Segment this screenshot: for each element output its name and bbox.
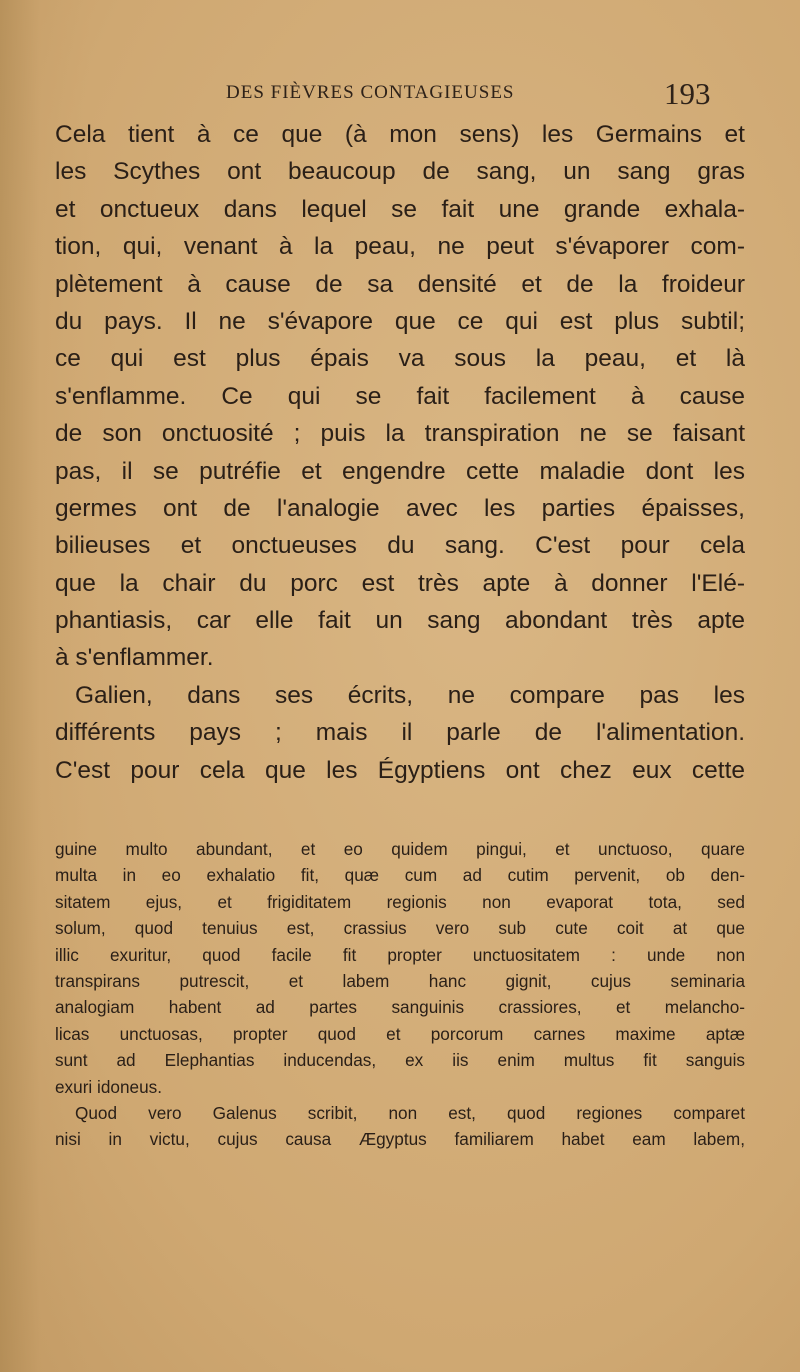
note-line: solum, quod tenuius est, crassius vero sub cute coit at que xyxy=(55,918,745,939)
main-text-line: ce qui est plus épais va sous la peau, et là xyxy=(55,345,745,373)
running-title: DES FIÈVRES CONTAGIEUSES xyxy=(226,82,515,103)
main-text-line: Cela tient à ce que (à mon sens) les Germains et xyxy=(55,121,745,148)
note-line: sunt ad Elephantias inducendas, ex iis enim multus fit sanguis xyxy=(55,1050,745,1071)
note-line: transpirans putrescit, et labem hanc gignit, cujus seminaria xyxy=(55,970,745,991)
note-line: nisi in victu, cujus causa Ægyptus familiarem habet eam labem, xyxy=(55,1129,745,1150)
note-line: multa in eo exhalatio fit, quæ cum ad cutim pervenit, ob den- xyxy=(55,865,745,886)
main-text-line: bilieuses et onctueuses du sang. C'est pour cela xyxy=(55,532,745,560)
note-line: guine multo abundant, et eo quidem pingui, et unctuoso, quare xyxy=(55,839,745,859)
latin-notes xyxy=(55,836,745,1153)
main-text-line: plètement à cause de sa densité et de la froideur xyxy=(55,270,745,298)
main-text-line: Galien, dans ses écrits, ne compare pas les xyxy=(75,681,745,709)
main-text-line: s'enflamme. Ce qui se fait facilement à cause xyxy=(55,382,745,410)
main-text-line: du pays. Il ne s'évapore que ce qui est plus subtil; xyxy=(55,307,745,335)
note-line: Quod vero Galenus scribit, non est, quod regiones comparet xyxy=(75,1102,745,1123)
page-number: 193 xyxy=(664,76,711,111)
running-head xyxy=(226,76,766,110)
main-text xyxy=(55,116,745,789)
note-line: illic exuritur, quod facile fit propter unctuositatem : unde non xyxy=(55,944,745,965)
main-text-line: que la chair du porc est très apte à donner l'Elé- xyxy=(55,569,745,597)
main-text-line: de son onctuosité ; puis la transpiration ne se faisant xyxy=(55,420,745,448)
main-text-line: les Scythes ont beaucoup de sang, un sang gras xyxy=(55,158,745,186)
main-text-line: phantiasis, car elle fait un sang abondant très apte xyxy=(55,607,745,635)
main-text-line: tion, qui, venant à la peau, ne peut s'évaporer com- xyxy=(55,233,745,261)
note-line: licas unctuosas, propter quod et porcorum carnes maxime aptæ xyxy=(55,1023,745,1044)
note-line: exuri idoneus. xyxy=(55,1076,163,1097)
main-text-line: pas, il se putréfie et engendre cette maladie dont les xyxy=(55,457,745,485)
note-line: analogiam habent ad partes sanguinis crassiores, et melancho- xyxy=(55,997,745,1018)
main-text-line: germes ont de l'analogie avec les parties épaisses, xyxy=(55,494,745,522)
main-text-line: et onctueux dans lequel se fait une grande exhala- xyxy=(55,195,745,223)
main-text-line: différents pays ; mais il parle de l'alimentation. xyxy=(55,719,745,747)
main-text-line: C'est pour cela que les Égyptiens ont chez eux cette xyxy=(55,756,745,784)
main-text-line: à s'enflammer. xyxy=(55,644,214,672)
note-line: sitatem ejus, et frigiditatem regionis non evaporat tota, sed xyxy=(55,891,745,912)
